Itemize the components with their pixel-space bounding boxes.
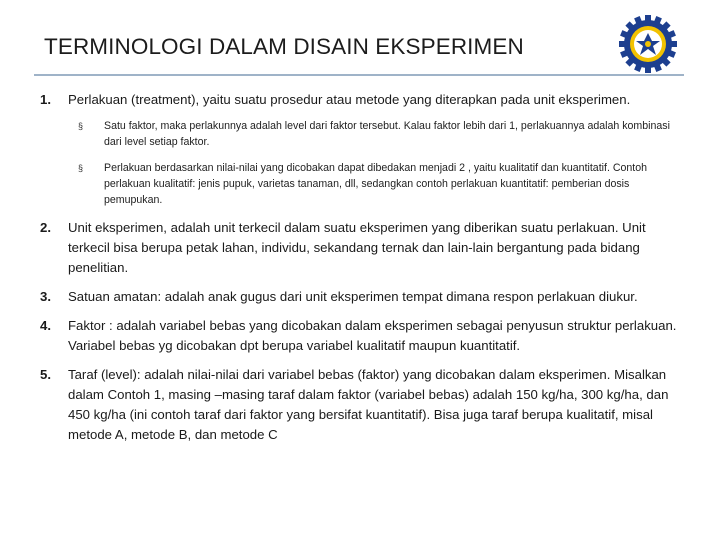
item-text: Taraf (level): adalah nilai-nilai dari variabel bebas (faktor) yang dicobakan dalam eksperimen. Misalkan dalam Contoh 1, masing –masing taraf dalam faktor (variabel bebas) adalah 150 kg/ha, 300 kg/ha, dan 450 kg/ha (ini contoh taraf dari faktor yang bersifat kuantitatif). Bisa juga taraf berupa kualitatif, misal metode A, metode B, dan metode C — [68, 367, 669, 442]
item-number: 2. — [40, 220, 51, 235]
item-number: 4. — [40, 318, 51, 333]
university-seal-icon — [618, 14, 678, 74]
sub-item-text: Satu faktor, maka perlakunnya adalah level dari faktor tersebut. Kalau faktor lebih dari 1, perlakuannya adalah kombinasi dari level setiap faktor. — [104, 120, 670, 148]
sub-item — [68, 118, 680, 150]
term-item-taraf — [40, 365, 680, 445]
term-item-unit-eksperimen — [40, 218, 680, 278]
sub-item-text: Perlakuan berdasarkan nilai-nilai yang dicobakan dapat dibedakan menjadi 2 , yaitu kualitatif dan kuantitatif. Contoh perlakuan kualitatif: jenis pupuk, varietas tanaman, dll, sedangkan contoh perlakuan kuantitatif: pemberian dosis pemupukan. — [104, 162, 647, 206]
item-text: Unit eksperimen, adalah unit terkecil dalam suatu eksperimen yang diberikan suatu perlakuan. Unit terkecil bisa berupa petak lahan, individu, sekandang ternak dan lain-lain bergantung pada bidang penelitian. — [68, 220, 646, 275]
slide-title: TERMINOLOGI DALAM DISAIN EKSPERIMEN — [44, 34, 524, 59]
bullet-icon: § — [78, 121, 84, 131]
term-list — [40, 90, 680, 454]
term-item-satuan-amatan — [40, 287, 680, 307]
item-text: Perlakuan (treatment), yaitu suatu prosedur atau metode yang diterapkan pada unit eksperimen. — [68, 92, 631, 107]
item-text: Satuan amatan: adalah anak gugus dari unit eksperimen tempat dimana respon perlakuan diukur. — [68, 289, 638, 304]
title-underline — [34, 74, 684, 76]
item-number: 3. — [40, 289, 51, 304]
sub-list — [68, 118, 680, 208]
term-item-perlakuan — [40, 90, 680, 208]
sub-item — [68, 160, 680, 208]
item-number: 5. — [40, 367, 51, 382]
bullet-icon: § — [78, 163, 84, 173]
item-number: 1. — [40, 92, 51, 107]
item-text: Faktor : adalah variabel bebas yang dicobakan dalam eksperimen sebagai penyusun struktur perlakuan. Variabel bebas yg dicobakan dpt berupa variabel kualitatif maupun kuantitatif. — [68, 318, 677, 353]
term-item-faktor — [40, 316, 680, 356]
